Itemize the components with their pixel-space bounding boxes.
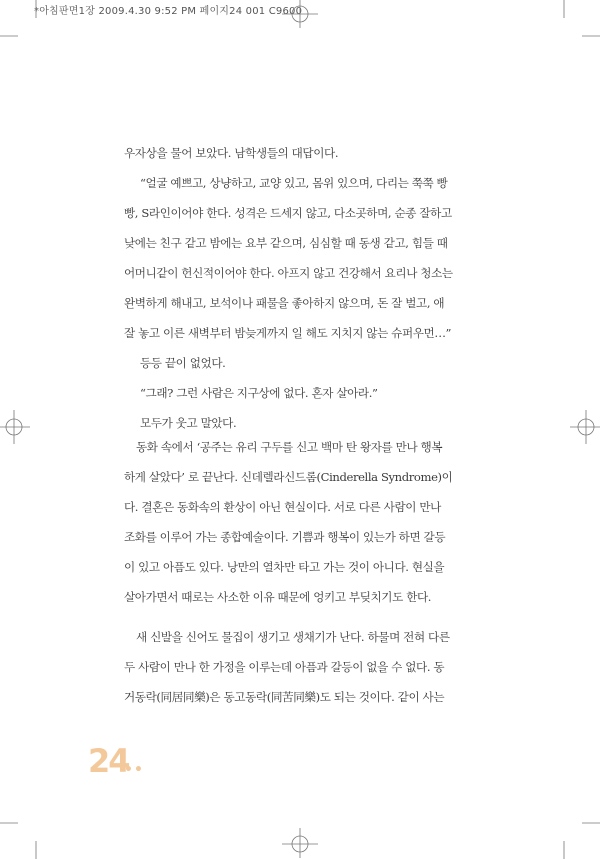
text-line: 새 신발을 신어도 물집이 생기고 생채기가 난다. 하물며 전혀 다른 xyxy=(136,630,450,644)
paragraph-cinderella xyxy=(124,432,472,612)
page-number-decoration: •• xyxy=(124,762,144,778)
crop-mark-top-left xyxy=(0,0,40,40)
crop-mark-top-right xyxy=(560,0,600,40)
text-line: 완벽하게 해내고, 보석이나 패물을 좋아하지 않으며, 돈 잘 벌고, 애 xyxy=(124,296,445,310)
text-line: 거동락(同居同樂)은 동고동락(同苦同樂)도 되는 것이다. 같이 사는 xyxy=(124,690,445,704)
crop-mark-bottom-left xyxy=(0,819,40,859)
text-line: 하게 살았다’ 로 끝난다. 신데렐라신드롬(Cinderella Syndrome)이 xyxy=(124,470,453,484)
registration-mark-right xyxy=(570,410,600,444)
text-line: 낮에는 친구 같고 밤에는 요부 같으며, 심심할 때 동생 같고, 힘들 때 xyxy=(124,236,448,250)
page-number: 24 xyxy=(88,742,129,780)
text-line: 어머니같이 헌신적이어야 한다. 아프지 않고 건강해서 요리나 청소는 xyxy=(124,266,453,280)
text-line: 살아가면서 때로는 사소한 이유 때문에 엉키고 부딪치기도 한다. xyxy=(124,590,432,604)
text-line: 동화 속에서 ‘공주는 유리 구두를 신고 백마 탄 왕자를 만나 행복 xyxy=(136,440,443,454)
text-line: “얼굴 예쁘고, 상냥하고, 교양 있고, 몸위 있으며, 다리는 쭉쭉 빵 xyxy=(140,176,448,190)
text-line: 두 사람이 만나 한 가정을 이루는데 아픔과 갈등이 없을 수 없다. 동 xyxy=(124,660,445,674)
text-line: 이 있고 아픔도 있다. 낭만의 열차만 타고 가는 것이 아니다. 현실을 xyxy=(124,560,445,574)
text-line: 우자상을 물어 보았다. 남학생들의 대답이다. xyxy=(124,146,339,160)
registration-mark-bottom xyxy=(282,828,318,858)
text-line: 등등 끝이 없었다. xyxy=(140,356,226,370)
print-slug: *아침판면1장 2009.4.30 9:52 PM 페이지24 001 C9600 xyxy=(34,6,303,17)
text-line: 모두가 웃고 말았다. xyxy=(140,416,237,430)
paragraph-intro xyxy=(124,138,472,168)
registration-mark-top xyxy=(282,0,318,28)
text-line: 빵, S라인이어야 한다. 성격은 드세지 않고, 다소곳하며, 순종 잘하고 xyxy=(124,206,452,220)
text-line: 잘 놓고 이른 새벽부터 밤늦게까지 일 해도 지치지 않는 슈퍼우먼…” xyxy=(124,326,452,340)
paragraph-new-shoes xyxy=(124,622,472,712)
paragraph-quote xyxy=(124,168,472,438)
crop-mark-bottom-right xyxy=(560,819,600,859)
text-line: “그래? 그런 사람은 지구상에 없다. 혼자 살아라.” xyxy=(140,386,378,400)
text-line: 다. 결혼은 동화속의 환상이 아닌 현실이다. 서로 다른 사람이 만나 xyxy=(124,500,441,514)
text-line: 조화를 이루어 가는 종합예술이다. 기쁨과 행복이 있는가 하면 갈등 xyxy=(124,530,446,544)
registration-mark-left xyxy=(0,410,30,444)
